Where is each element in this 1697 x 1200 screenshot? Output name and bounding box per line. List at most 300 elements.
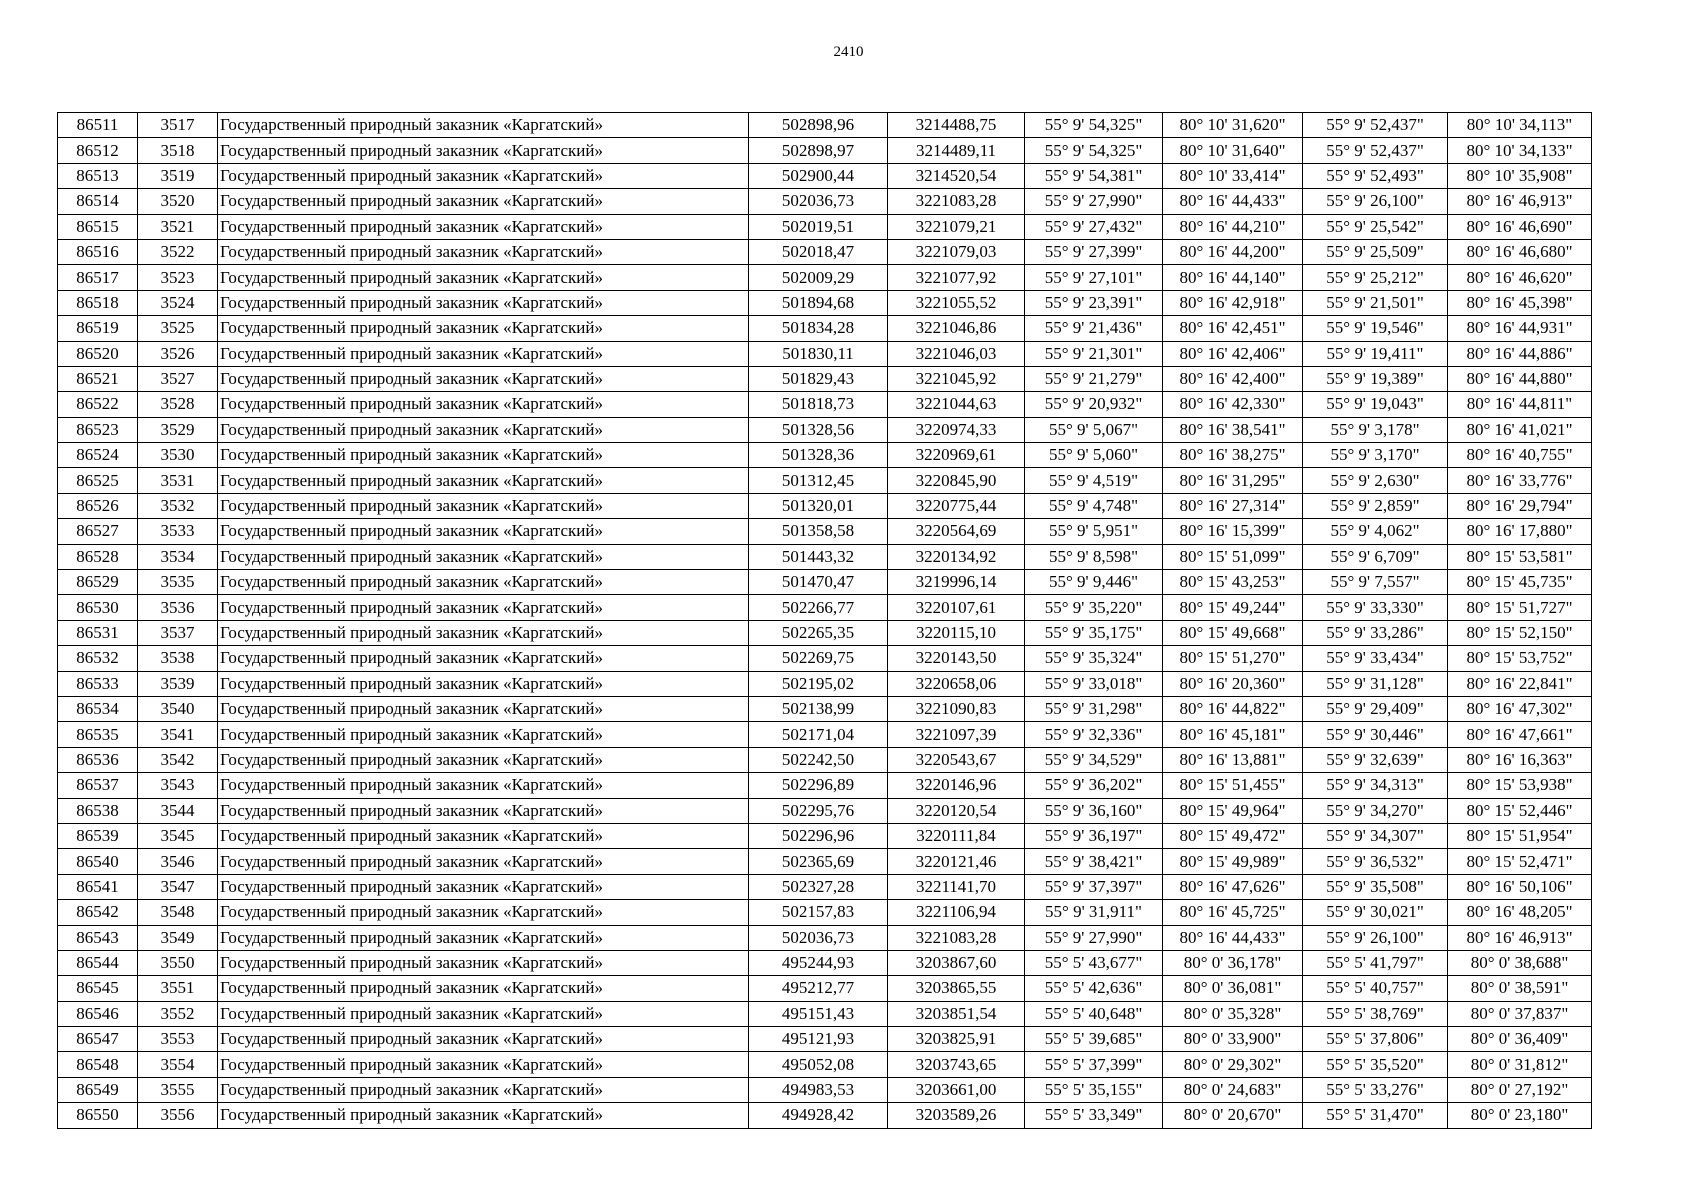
latitude-msk-cell: 55° 5' 39,685" bbox=[1025, 1027, 1163, 1052]
latitude-msk-cell: 55° 9' 27,990" bbox=[1025, 925, 1163, 950]
longitude-msk-cell: 80° 16' 27,314" bbox=[1163, 493, 1303, 518]
x-coordinate-cell: 502171,04 bbox=[749, 722, 888, 747]
table-row bbox=[58, 366, 1592, 391]
row-id-cell: 86529 bbox=[58, 570, 138, 595]
latitude-msk-cell: 55° 9' 38,421" bbox=[1025, 849, 1163, 874]
table-row bbox=[58, 646, 1592, 671]
y-coordinate-cell: 3203851,54 bbox=[888, 1001, 1025, 1026]
table-row bbox=[58, 823, 1592, 848]
longitude-wgs-cell: 80° 16' 46,913" bbox=[1448, 189, 1592, 214]
table-row bbox=[58, 138, 1592, 163]
latitude-wgs-cell: 55° 9' 36,532" bbox=[1303, 849, 1448, 874]
longitude-msk-cell: 80° 16' 42,406" bbox=[1163, 341, 1303, 366]
row-id-cell: 86531 bbox=[58, 620, 138, 645]
longitude-wgs-cell: 80° 16' 44,931" bbox=[1448, 316, 1592, 341]
longitude-wgs-cell: 80° 16' 47,661" bbox=[1448, 722, 1592, 747]
latitude-msk-cell: 55° 9' 27,990" bbox=[1025, 189, 1163, 214]
x-coordinate-cell: 502019,51 bbox=[749, 214, 888, 239]
y-coordinate-cell: 3221055,52 bbox=[888, 290, 1025, 315]
longitude-msk-cell: 80° 15' 51,455" bbox=[1163, 773, 1303, 798]
point-number-cell: 3539 bbox=[138, 671, 218, 696]
longitude-msk-cell: 80° 16' 38,275" bbox=[1163, 443, 1303, 468]
longitude-msk-cell: 80° 16' 42,400" bbox=[1163, 366, 1303, 391]
territory-name-cell: Государственный природный заказник «Каргатский» bbox=[218, 214, 749, 239]
x-coordinate-cell: 495151,43 bbox=[749, 1001, 888, 1026]
latitude-msk-cell: 55° 9' 54,381" bbox=[1025, 163, 1163, 188]
longitude-msk-cell: 80° 16' 44,822" bbox=[1163, 696, 1303, 721]
table-row bbox=[58, 290, 1592, 315]
territory-name-cell: Государственный природный заказник «Каргатский» bbox=[218, 1027, 749, 1052]
x-coordinate-cell: 495244,93 bbox=[749, 950, 888, 975]
latitude-msk-cell: 55° 5' 33,349" bbox=[1025, 1103, 1163, 1128]
latitude-wgs-cell: 55° 9' 6,709" bbox=[1303, 544, 1448, 569]
territory-name-cell: Государственный природный заказник «Каргатский» bbox=[218, 392, 749, 417]
y-coordinate-cell: 3203661,00 bbox=[888, 1077, 1025, 1102]
x-coordinate-cell: 501830,11 bbox=[749, 341, 888, 366]
table-row bbox=[58, 316, 1592, 341]
longitude-msk-cell: 80° 16' 31,295" bbox=[1163, 468, 1303, 493]
table-row bbox=[58, 1027, 1592, 1052]
longitude-msk-cell: 80° 0' 36,081" bbox=[1163, 976, 1303, 1001]
table-row bbox=[58, 163, 1592, 188]
row-id-cell: 86547 bbox=[58, 1027, 138, 1052]
y-coordinate-cell: 3220115,10 bbox=[888, 620, 1025, 645]
longitude-wgs-cell: 80° 0' 38,591" bbox=[1448, 976, 1592, 1001]
longitude-wgs-cell: 80° 15' 51,954" bbox=[1448, 823, 1592, 848]
row-id-cell: 86540 bbox=[58, 849, 138, 874]
longitude-msk-cell: 80° 15' 49,244" bbox=[1163, 595, 1303, 620]
latitude-msk-cell: 55° 9' 4,748" bbox=[1025, 493, 1163, 518]
point-number-cell: 3523 bbox=[138, 265, 218, 290]
point-number-cell: 3517 bbox=[138, 113, 218, 138]
latitude-wgs-cell: 55° 9' 4,062" bbox=[1303, 519, 1448, 544]
latitude-wgs-cell: 55° 9' 34,270" bbox=[1303, 798, 1448, 823]
x-coordinate-cell: 494928,42 bbox=[749, 1103, 888, 1128]
longitude-msk-cell: 80° 0' 20,670" bbox=[1163, 1103, 1303, 1128]
longitude-wgs-cell: 80° 0' 23,180" bbox=[1448, 1103, 1592, 1128]
latitude-msk-cell: 55° 9' 5,067" bbox=[1025, 417, 1163, 442]
x-coordinate-cell: 502266,77 bbox=[749, 595, 888, 620]
longitude-wgs-cell: 80° 16' 16,363" bbox=[1448, 747, 1592, 772]
x-coordinate-cell: 502900,44 bbox=[749, 163, 888, 188]
point-number-cell: 3519 bbox=[138, 163, 218, 188]
longitude-wgs-cell: 80° 10' 34,133" bbox=[1448, 138, 1592, 163]
longitude-wgs-cell: 80° 16' 46,680" bbox=[1448, 239, 1592, 264]
point-number-cell: 3528 bbox=[138, 392, 218, 417]
territory-name-cell: Государственный природный заказник «Каргатский» bbox=[218, 671, 749, 696]
latitude-wgs-cell: 55° 9' 2,630" bbox=[1303, 468, 1448, 493]
row-id-cell: 86515 bbox=[58, 214, 138, 239]
point-number-cell: 3554 bbox=[138, 1052, 218, 1077]
latitude-wgs-cell: 55° 9' 19,043" bbox=[1303, 392, 1448, 417]
latitude-wgs-cell: 55° 9' 32,639" bbox=[1303, 747, 1448, 772]
x-coordinate-cell: 495121,93 bbox=[749, 1027, 888, 1052]
y-coordinate-cell: 3214520,54 bbox=[888, 163, 1025, 188]
latitude-msk-cell: 55° 9' 31,298" bbox=[1025, 696, 1163, 721]
y-coordinate-cell: 3221090,83 bbox=[888, 696, 1025, 721]
latitude-wgs-cell: 55° 9' 34,313" bbox=[1303, 773, 1448, 798]
point-number-cell: 3550 bbox=[138, 950, 218, 975]
territory-name-cell: Государственный природный заказник «Каргатский» bbox=[218, 341, 749, 366]
territory-name-cell: Государственный природный заказник «Каргатский» bbox=[218, 646, 749, 671]
table-row bbox=[58, 976, 1592, 1001]
y-coordinate-cell: 3220969,61 bbox=[888, 443, 1025, 468]
latitude-wgs-cell: 55° 9' 29,409" bbox=[1303, 696, 1448, 721]
y-coordinate-cell: 3221077,92 bbox=[888, 265, 1025, 290]
longitude-msk-cell: 80° 16' 44,200" bbox=[1163, 239, 1303, 264]
x-coordinate-cell: 501443,32 bbox=[749, 544, 888, 569]
point-number-cell: 3541 bbox=[138, 722, 218, 747]
table-row bbox=[58, 239, 1592, 264]
table-row bbox=[58, 417, 1592, 442]
latitude-msk-cell: 55° 9' 36,197" bbox=[1025, 823, 1163, 848]
territory-name-cell: Государственный природный заказник «Каргатский» bbox=[218, 316, 749, 341]
latitude-wgs-cell: 55° 9' 25,212" bbox=[1303, 265, 1448, 290]
table-row bbox=[58, 849, 1592, 874]
x-coordinate-cell: 502365,69 bbox=[749, 849, 888, 874]
territory-name-cell: Государственный природный заказник «Каргатский» bbox=[218, 468, 749, 493]
point-number-cell: 3534 bbox=[138, 544, 218, 569]
longitude-wgs-cell: 80° 0' 36,409" bbox=[1448, 1027, 1592, 1052]
y-coordinate-cell: 3221079,21 bbox=[888, 214, 1025, 239]
x-coordinate-cell: 501470,47 bbox=[749, 570, 888, 595]
x-coordinate-cell: 501320,01 bbox=[749, 493, 888, 518]
y-coordinate-cell: 3214488,75 bbox=[888, 113, 1025, 138]
longitude-msk-cell: 80° 16' 13,881" bbox=[1163, 747, 1303, 772]
longitude-msk-cell: 80° 16' 45,181" bbox=[1163, 722, 1303, 747]
latitude-msk-cell: 55° 5' 35,155" bbox=[1025, 1077, 1163, 1102]
y-coordinate-cell: 3219996,14 bbox=[888, 570, 1025, 595]
longitude-msk-cell: 80° 10' 33,414" bbox=[1163, 163, 1303, 188]
row-id-cell: 86541 bbox=[58, 874, 138, 899]
y-coordinate-cell: 3203589,26 bbox=[888, 1103, 1025, 1128]
territory-name-cell: Государственный природный заказник «Каргатский» bbox=[218, 976, 749, 1001]
territory-name-cell: Государственный природный заказник «Каргатский» bbox=[218, 239, 749, 264]
longitude-wgs-cell: 80° 16' 46,913" bbox=[1448, 925, 1592, 950]
territory-name-cell: Государственный природный заказник «Каргатский» bbox=[218, 849, 749, 874]
y-coordinate-cell: 3203867,60 bbox=[888, 950, 1025, 975]
y-coordinate-cell: 3203865,55 bbox=[888, 976, 1025, 1001]
longitude-msk-cell: 80° 16' 42,918" bbox=[1163, 290, 1303, 315]
row-id-cell: 86550 bbox=[58, 1103, 138, 1128]
row-id-cell: 86545 bbox=[58, 976, 138, 1001]
row-id-cell: 86533 bbox=[58, 671, 138, 696]
table-row bbox=[58, 544, 1592, 569]
row-id-cell: 86549 bbox=[58, 1077, 138, 1102]
table-row bbox=[58, 620, 1592, 645]
longitude-msk-cell: 80° 16' 44,433" bbox=[1163, 925, 1303, 950]
y-coordinate-cell: 3221097,39 bbox=[888, 722, 1025, 747]
longitude-wgs-cell: 80° 16' 46,690" bbox=[1448, 214, 1592, 239]
table-row bbox=[58, 468, 1592, 493]
latitude-wgs-cell: 55° 9' 30,021" bbox=[1303, 900, 1448, 925]
table-row bbox=[58, 443, 1592, 468]
longitude-wgs-cell: 80° 10' 34,113" bbox=[1448, 113, 1592, 138]
x-coordinate-cell: 502195,02 bbox=[749, 671, 888, 696]
x-coordinate-cell: 495212,77 bbox=[749, 976, 888, 1001]
territory-name-cell: Государственный природный заказник «Каргатский» bbox=[218, 544, 749, 569]
longitude-wgs-cell: 80° 16' 50,106" bbox=[1448, 874, 1592, 899]
y-coordinate-cell: 3220107,61 bbox=[888, 595, 1025, 620]
territory-name-cell: Государственный природный заказник «Каргатский» bbox=[218, 722, 749, 747]
territory-name-cell: Государственный природный заказник «Каргатский» bbox=[218, 417, 749, 442]
latitude-msk-cell: 55° 9' 54,325" bbox=[1025, 138, 1163, 163]
latitude-wgs-cell: 55° 5' 31,470" bbox=[1303, 1103, 1448, 1128]
y-coordinate-cell: 3220974,33 bbox=[888, 417, 1025, 442]
x-coordinate-cell: 502327,28 bbox=[749, 874, 888, 899]
territory-name-cell: Государственный природный заказник «Каргатский» bbox=[218, 1077, 749, 1102]
y-coordinate-cell: 3220111,84 bbox=[888, 823, 1025, 848]
point-number-cell: 3553 bbox=[138, 1027, 218, 1052]
latitude-msk-cell: 55° 9' 32,336" bbox=[1025, 722, 1163, 747]
point-number-cell: 3521 bbox=[138, 214, 218, 239]
longitude-msk-cell: 80° 15' 43,253" bbox=[1163, 570, 1303, 595]
point-number-cell: 3522 bbox=[138, 239, 218, 264]
territory-name-cell: Государственный природный заказник «Каргатский» bbox=[218, 443, 749, 468]
point-number-cell: 3556 bbox=[138, 1103, 218, 1128]
longitude-wgs-cell: 80° 16' 44,886" bbox=[1448, 341, 1592, 366]
territory-name-cell: Государственный природный заказник «Каргатский» bbox=[218, 925, 749, 950]
latitude-msk-cell: 55° 9' 8,598" bbox=[1025, 544, 1163, 569]
point-number-cell: 3526 bbox=[138, 341, 218, 366]
point-number-cell: 3549 bbox=[138, 925, 218, 950]
latitude-wgs-cell: 55° 9' 19,389" bbox=[1303, 366, 1448, 391]
point-number-cell: 3542 bbox=[138, 747, 218, 772]
y-coordinate-cell: 3220845,90 bbox=[888, 468, 1025, 493]
latitude-msk-cell: 55° 9' 31,911" bbox=[1025, 900, 1163, 925]
x-coordinate-cell: 494983,53 bbox=[749, 1077, 888, 1102]
point-number-cell: 3533 bbox=[138, 519, 218, 544]
latitude-wgs-cell: 55° 5' 35,520" bbox=[1303, 1052, 1448, 1077]
territory-name-cell: Государственный природный заказник «Каргатский» bbox=[218, 747, 749, 772]
longitude-wgs-cell: 80° 15' 52,446" bbox=[1448, 798, 1592, 823]
point-number-cell: 3540 bbox=[138, 696, 218, 721]
longitude-msk-cell: 80° 16' 44,210" bbox=[1163, 214, 1303, 239]
table-row bbox=[58, 113, 1592, 138]
territory-name-cell: Государственный природный заказник «Каргатский» bbox=[218, 189, 749, 214]
longitude-wgs-cell: 80° 16' 41,021" bbox=[1448, 417, 1592, 442]
page-number: 2410 bbox=[833, 44, 864, 60]
x-coordinate-cell: 502265,35 bbox=[749, 620, 888, 645]
longitude-wgs-cell: 80° 16' 44,811" bbox=[1448, 392, 1592, 417]
territory-name-cell: Государственный природный заказник «Каргатский» bbox=[218, 113, 749, 138]
point-number-cell: 3527 bbox=[138, 366, 218, 391]
y-coordinate-cell: 3221106,94 bbox=[888, 900, 1025, 925]
longitude-msk-cell: 80° 15' 49,472" bbox=[1163, 823, 1303, 848]
latitude-wgs-cell: 55° 5' 41,797" bbox=[1303, 950, 1448, 975]
latitude-wgs-cell: 55° 9' 31,128" bbox=[1303, 671, 1448, 696]
point-number-cell: 3552 bbox=[138, 1001, 218, 1026]
longitude-wgs-cell: 80° 16' 17,880" bbox=[1448, 519, 1592, 544]
territory-name-cell: Государственный природный заказник «Каргатский» bbox=[218, 570, 749, 595]
y-coordinate-cell: 3220120,54 bbox=[888, 798, 1025, 823]
latitude-msk-cell: 55° 9' 27,432" bbox=[1025, 214, 1163, 239]
y-coordinate-cell: 3221044,63 bbox=[888, 392, 1025, 417]
x-coordinate-cell: 502036,73 bbox=[749, 925, 888, 950]
longitude-msk-cell: 80° 15' 49,668" bbox=[1163, 620, 1303, 645]
table-row bbox=[58, 874, 1592, 899]
longitude-msk-cell: 80° 16' 45,725" bbox=[1163, 900, 1303, 925]
longitude-msk-cell: 80° 16' 44,140" bbox=[1163, 265, 1303, 290]
longitude-wgs-cell: 80° 16' 22,841" bbox=[1448, 671, 1592, 696]
x-coordinate-cell: 502269,75 bbox=[749, 646, 888, 671]
row-id-cell: 86546 bbox=[58, 1001, 138, 1026]
x-coordinate-cell: 502898,96 bbox=[749, 113, 888, 138]
territory-name-cell: Государственный природный заказник «Каргатский» bbox=[218, 798, 749, 823]
x-coordinate-cell: 502036,73 bbox=[749, 189, 888, 214]
point-number-cell: 3547 bbox=[138, 874, 218, 899]
row-id-cell: 86537 bbox=[58, 773, 138, 798]
latitude-msk-cell: 55° 5' 43,677" bbox=[1025, 950, 1163, 975]
point-number-cell: 3545 bbox=[138, 823, 218, 848]
point-number-cell: 3525 bbox=[138, 316, 218, 341]
latitude-msk-cell: 55° 5' 37,399" bbox=[1025, 1052, 1163, 1077]
table-row bbox=[58, 493, 1592, 518]
row-id-cell: 86518 bbox=[58, 290, 138, 315]
point-number-cell: 3532 bbox=[138, 493, 218, 518]
longitude-wgs-cell: 80° 16' 46,620" bbox=[1448, 265, 1592, 290]
territory-name-cell: Государственный природный заказник «Каргатский» bbox=[218, 773, 749, 798]
territory-name-cell: Государственный природный заказник «Каргатский» bbox=[218, 620, 749, 645]
territory-name-cell: Государственный природный заказник «Каргатский» bbox=[218, 595, 749, 620]
latitude-wgs-cell: 55° 5' 40,757" bbox=[1303, 976, 1448, 1001]
x-coordinate-cell: 501328,36 bbox=[749, 443, 888, 468]
latitude-wgs-cell: 55° 9' 19,546" bbox=[1303, 316, 1448, 341]
latitude-msk-cell: 55° 9' 34,529" bbox=[1025, 747, 1163, 772]
row-id-cell: 86527 bbox=[58, 519, 138, 544]
row-id-cell: 86513 bbox=[58, 163, 138, 188]
longitude-msk-cell: 80° 16' 44,433" bbox=[1163, 189, 1303, 214]
x-coordinate-cell: 502296,89 bbox=[749, 773, 888, 798]
row-id-cell: 86520 bbox=[58, 341, 138, 366]
longitude-wgs-cell: 80° 0' 27,192" bbox=[1448, 1077, 1592, 1102]
longitude-wgs-cell: 80° 15' 53,752" bbox=[1448, 646, 1592, 671]
row-id-cell: 86517 bbox=[58, 265, 138, 290]
x-coordinate-cell: 501312,45 bbox=[749, 468, 888, 493]
point-number-cell: 3536 bbox=[138, 595, 218, 620]
longitude-msk-cell: 80° 16' 38,541" bbox=[1163, 417, 1303, 442]
x-coordinate-cell: 501358,58 bbox=[749, 519, 888, 544]
row-id-cell: 86548 bbox=[58, 1052, 138, 1077]
y-coordinate-cell: 3220121,46 bbox=[888, 849, 1025, 874]
territory-name-cell: Государственный природный заказник «Каргатский» bbox=[218, 366, 749, 391]
table-row bbox=[58, 595, 1592, 620]
longitude-msk-cell: 80° 16' 42,451" bbox=[1163, 316, 1303, 341]
y-coordinate-cell: 3221045,92 bbox=[888, 366, 1025, 391]
latitude-msk-cell: 55° 9' 21,279" bbox=[1025, 366, 1163, 391]
longitude-wgs-cell: 80° 16' 29,794" bbox=[1448, 493, 1592, 518]
table-row bbox=[58, 925, 1592, 950]
latitude-wgs-cell: 55° 9' 19,411" bbox=[1303, 341, 1448, 366]
longitude-wgs-cell: 80° 0' 31,812" bbox=[1448, 1052, 1592, 1077]
territory-name-cell: Государственный природный заказник «Каргатский» bbox=[218, 163, 749, 188]
table-row bbox=[58, 1103, 1592, 1128]
longitude-msk-cell: 80° 15' 49,989" bbox=[1163, 849, 1303, 874]
latitude-msk-cell: 55° 9' 9,446" bbox=[1025, 570, 1163, 595]
latitude-wgs-cell: 55° 9' 52,437" bbox=[1303, 113, 1448, 138]
territory-name-cell: Государственный природный заказник «Каргатский» bbox=[218, 138, 749, 163]
latitude-wgs-cell: 55° 5' 33,276" bbox=[1303, 1077, 1448, 1102]
y-coordinate-cell: 3221046,86 bbox=[888, 316, 1025, 341]
table-row bbox=[58, 950, 1592, 975]
y-coordinate-cell: 3203825,91 bbox=[888, 1027, 1025, 1052]
latitude-wgs-cell: 55° 9' 35,508" bbox=[1303, 874, 1448, 899]
table-body bbox=[58, 113, 1592, 1129]
row-id-cell: 86538 bbox=[58, 798, 138, 823]
y-coordinate-cell: 3220564,69 bbox=[888, 519, 1025, 544]
coordinates-table bbox=[57, 112, 1592, 1129]
table-row bbox=[58, 696, 1592, 721]
longitude-msk-cell: 80° 15' 49,964" bbox=[1163, 798, 1303, 823]
table-row bbox=[58, 189, 1592, 214]
table-row bbox=[58, 671, 1592, 696]
latitude-wgs-cell: 55° 9' 3,178" bbox=[1303, 417, 1448, 442]
territory-name-cell: Государственный природный заказник «Каргатский» bbox=[218, 493, 749, 518]
latitude-wgs-cell: 55° 9' 30,446" bbox=[1303, 722, 1448, 747]
x-coordinate-cell: 501818,73 bbox=[749, 392, 888, 417]
longitude-wgs-cell: 80° 16' 44,880" bbox=[1448, 366, 1592, 391]
x-coordinate-cell: 502898,97 bbox=[749, 138, 888, 163]
point-number-cell: 3555 bbox=[138, 1077, 218, 1102]
latitude-wgs-cell: 55° 9' 26,100" bbox=[1303, 925, 1448, 950]
x-coordinate-cell: 495052,08 bbox=[749, 1052, 888, 1077]
longitude-msk-cell: 80° 0' 36,178" bbox=[1163, 950, 1303, 975]
latitude-msk-cell: 55° 9' 20,932" bbox=[1025, 392, 1163, 417]
latitude-wgs-cell: 55° 5' 38,769" bbox=[1303, 1001, 1448, 1026]
x-coordinate-cell: 502138,99 bbox=[749, 696, 888, 721]
x-coordinate-cell: 502157,83 bbox=[749, 900, 888, 925]
point-number-cell: 3543 bbox=[138, 773, 218, 798]
table-row bbox=[58, 1052, 1592, 1077]
longitude-msk-cell: 80° 0' 33,900" bbox=[1163, 1027, 1303, 1052]
latitude-msk-cell: 55° 9' 36,160" bbox=[1025, 798, 1163, 823]
row-id-cell: 86544 bbox=[58, 950, 138, 975]
point-number-cell: 3530 bbox=[138, 443, 218, 468]
table-row bbox=[58, 265, 1592, 290]
table-row bbox=[58, 1077, 1592, 1102]
territory-name-cell: Государственный природный заказник «Каргатский» bbox=[218, 950, 749, 975]
point-number-cell: 3544 bbox=[138, 798, 218, 823]
x-coordinate-cell: 502009,29 bbox=[749, 265, 888, 290]
latitude-wgs-cell: 55° 9' 33,330" bbox=[1303, 595, 1448, 620]
latitude-wgs-cell: 55° 9' 25,509" bbox=[1303, 239, 1448, 264]
longitude-msk-cell: 80° 16' 15,399" bbox=[1163, 519, 1303, 544]
latitude-wgs-cell: 55° 9' 26,100" bbox=[1303, 189, 1448, 214]
longitude-wgs-cell: 80° 16' 33,776" bbox=[1448, 468, 1592, 493]
row-id-cell: 86512 bbox=[58, 138, 138, 163]
row-id-cell: 86535 bbox=[58, 722, 138, 747]
longitude-wgs-cell: 80° 15' 53,581" bbox=[1448, 544, 1592, 569]
table-row bbox=[58, 570, 1592, 595]
longitude-msk-cell: 80° 0' 24,683" bbox=[1163, 1077, 1303, 1102]
latitude-wgs-cell: 55° 9' 2,859" bbox=[1303, 493, 1448, 518]
latitude-wgs-cell: 55° 9' 34,307" bbox=[1303, 823, 1448, 848]
latitude-msk-cell: 55° 9' 27,101" bbox=[1025, 265, 1163, 290]
point-number-cell: 3537 bbox=[138, 620, 218, 645]
x-coordinate-cell: 501328,56 bbox=[749, 417, 888, 442]
point-number-cell: 3538 bbox=[138, 646, 218, 671]
y-coordinate-cell: 3221141,70 bbox=[888, 874, 1025, 899]
longitude-wgs-cell: 80° 15' 53,938" bbox=[1448, 773, 1592, 798]
longitude-msk-cell: 80° 16' 42,330" bbox=[1163, 392, 1303, 417]
territory-name-cell: Государственный природный заказник «Каргатский» bbox=[218, 1103, 749, 1128]
longitude-msk-cell: 80° 0' 35,328" bbox=[1163, 1001, 1303, 1026]
latitude-wgs-cell: 55° 9' 33,286" bbox=[1303, 620, 1448, 645]
latitude-wgs-cell: 55° 9' 33,434" bbox=[1303, 646, 1448, 671]
territory-name-cell: Государственный природный заказник «Каргатский» bbox=[218, 290, 749, 315]
point-number-cell: 3551 bbox=[138, 976, 218, 1001]
point-number-cell: 3546 bbox=[138, 849, 218, 874]
